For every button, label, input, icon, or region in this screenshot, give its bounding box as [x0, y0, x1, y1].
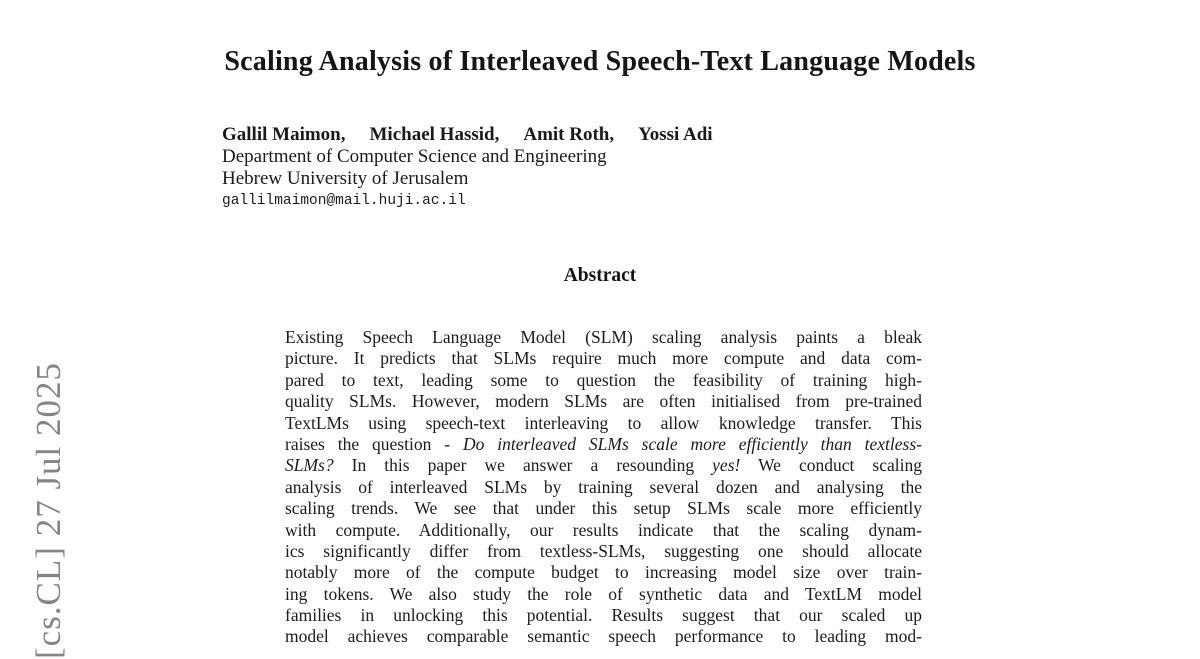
abstract-line — [285, 455, 922, 476]
abstract-text: TextLMs using speech-text interleaving to allow knowledge transfer. This — [285, 412, 922, 433]
abstract-line — [285, 562, 922, 583]
abstract-heading: Abstract — [563, 265, 637, 286]
abstract-text: Existing Speech Language Model (SLM) scaling analysis paints a bleak — [285, 327, 922, 347]
abstract-line — [285, 348, 922, 369]
abstract-line — [285, 370, 922, 391]
abstract-line — [285, 605, 922, 626]
affiliation-department: Department of Computer Science and Engineering — [222, 146, 607, 167]
abstract-text: with compute. Additionally, our results indicate that the scaling dynam- — [285, 519, 922, 540]
abstract-text: scaling trends. We see that under this setup SLMs scale more efficiently — [285, 498, 922, 519]
abstract-text-italic: Do interleaved SLMs scale more efficiently than textless- — [462, 433, 922, 454]
arxiv-watermark: [cs.CL] 27 Jul 2025 — [29, 361, 68, 659]
authors-line — [222, 124, 713, 146]
author-name: Yossi Adi — [638, 124, 713, 145]
author-name: Amit Roth, — [523, 124, 615, 145]
abstract-line — [285, 626, 922, 647]
author-name: Gallil Maimon, — [222, 124, 346, 145]
author-email: gallilmaimon@mail.huji.ac.il — [222, 193, 466, 209]
abstract-text: analysis of interleaved SLMs by training several dozen and analysing the — [285, 476, 922, 497]
author-name: Michael Hassid, — [369, 124, 500, 145]
abstract-text: We conduct scaling — [740, 455, 922, 476]
abstract-text-italic: yes! — [712, 455, 741, 476]
abstract-text: ing tokens. We also study the role of synthetic data and TextLM model — [285, 583, 922, 604]
affiliation-university: Hebrew University of Jerusalem — [222, 167, 469, 189]
abstract-line — [285, 413, 922, 434]
abstract-line — [285, 520, 922, 541]
abstract-text: quality SLMs. However, modern SLMs are often initialised from pre-trained — [285, 391, 922, 412]
abstract-line — [285, 477, 922, 498]
abstract-line — [285, 584, 922, 605]
abstract-body — [285, 327, 922, 648]
abstract-text-italic: SLMs? — [285, 455, 334, 476]
abstract-text: ics significantly differ from textless-SLMs, suggesting one should allocate — [285, 540, 922, 561]
abstract-text: picture. It predicts that SLMs require much more compute and data com- — [285, 348, 922, 369]
abstract-line — [285, 498, 922, 519]
abstract-text: model achieves comparable semantic speech performance to leading mod- — [285, 626, 922, 647]
paper-title: Scaling Analysis of Interleaved Speech-Text Language Models — [224, 46, 976, 77]
author-block — [222, 124, 713, 212]
abstract-text: families in unlocking this potential. Results suggest that our scaled up — [285, 605, 922, 626]
abstract-line — [285, 327, 922, 348]
abstract-text: notably more of the compute budget to increasing model size over train- — [285, 562, 922, 583]
abstract-text: In this paper we answer a resounding — [333, 455, 713, 476]
abstract-line — [285, 434, 922, 455]
abstract-line — [285, 391, 922, 412]
abstract-text: raises the question - — [285, 433, 463, 454]
abstract-text: pared to text, leading some to question the feasibility of training high- — [285, 369, 922, 390]
abstract-line — [285, 541, 922, 562]
